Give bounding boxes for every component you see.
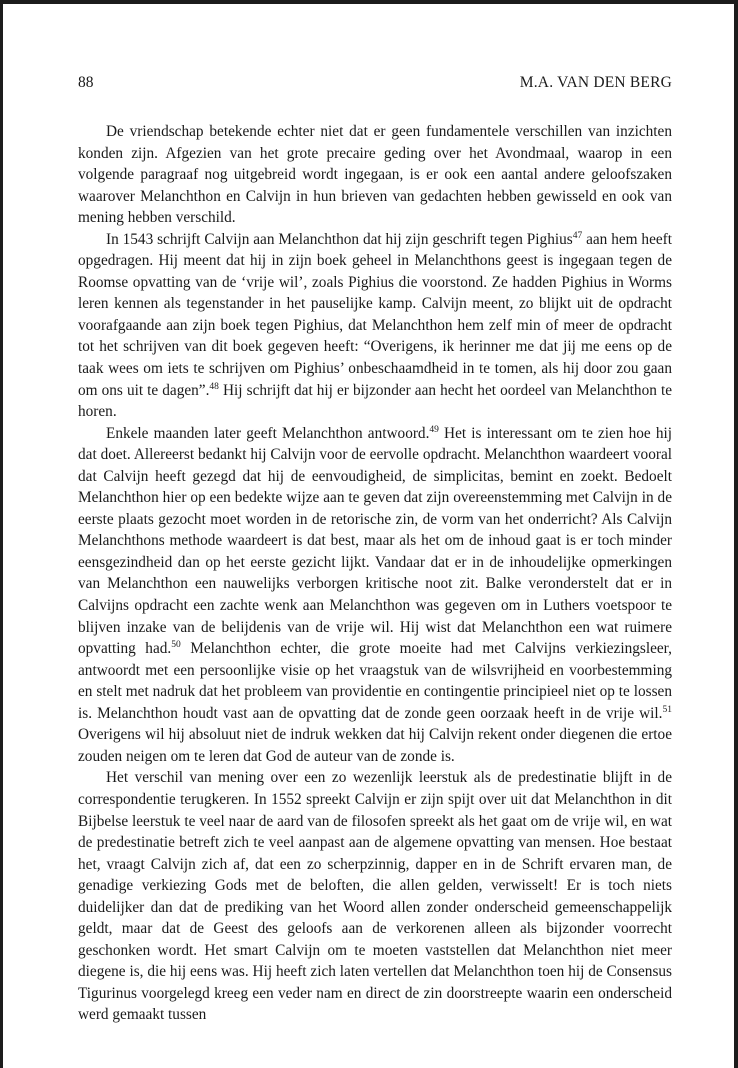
running-head: M.A. VAN DEN BERG [519,74,672,91]
page-number: 88 [78,74,94,91]
page-header [78,74,672,96]
footnote-ref: 49 [429,424,439,435]
paragraph-1 [78,121,672,229]
paragraph-text: Overigens wil hij absoluut niet de indruk wekken dat hij Calvijn rekent onder diegenen die ertoe zouden neigen om te leren dat God de auteur van de zonde is. [78,726,672,765]
footnote-ref: 50 [171,640,181,651]
footnote-ref: 51 [662,704,672,715]
footnote-ref: 47 [572,230,583,241]
paragraph-text: De vriendschap betekende echter niet dat er geen fundamentele verschillen van inzichten konden zijn. Afgezien van het grote precaire geding over het Avondmaal, waarop in een volgende paragraaf nog uitgebreid wordt ingegaan, is er ook een aantal andere geloofszaken waarover Melanchthon en Calvijn in hun brieven van gedachten hebben gewisseld en ook van mening hebben verschild. [78,123,672,227]
paragraph-text: Enkele maanden later geeft Melanchthon antwoord. [106,424,430,442]
footnote-ref: 48 [209,381,219,392]
paragraph-3 [78,423,672,768]
paragraph-text: aan hem heeft opgedragen. Hij meent dat hij in zijn boek geheel in Melanchthons geest is ingegaan tegen de Roomse opvatting van de ‘vrije wil’, zoals Pighius die voorstond. Ze hadden Pighius in Worms leren kennen als tegenstander in het pauselijke kamp. Calvijn meent, zo blijkt uit de opdracht voorafgaande aan zijn boek tegen Pighius, dat Melanchthon hem zelf min of meer de opdracht tot het schrijven van dit boek gegeven heeft: “Overigens, ik herinner me dat jij me eens op de taak wees om iets te schrijven om Pighius’ onbeschaamdheid in te tomen, als hij door zou gaan om ons uit te dagen”. [78,230,672,399]
body-text [78,121,672,1026]
paragraph-text: In 1543 schrijft Calvijn aan Melanchthon dat hij zijn geschrift tegen Pighius [106,230,573,248]
paragraph-text: Het verschil van mening over een zo wezenlijk leerstuk als de predestinatie blijft in de correspondentie terugkeren. In 1552 spreekt Calvijn er zijn spijt over uit dat Melanchthon in dit Bijbelse leerstuk te veel naar de aard van de filosofen spreekt als het gaat om de vrije wil, en wat de predestinatie betreft zich te veel aanpast aan de algemene opvatting van mensen. Hoe bestaat het, vraagt Calvijn zich af, dat een zo scherpzinnig, dapper en in de Schrift ervaren man, de genadige verkiezing Gods met de beloften, die allen gelden, verwisselt! Er is toch niets duidelijker dan dat de prediking van het Woord allen zonder onderscheid gemeenschappelijk geldt, maar dat de Geest des geloofs aan de verkorenen alleen als bijzonder voorrecht geschonken wordt. Het smart Calvijn om te moeten vaststellen dat Melanchthon niet meer diegene is, die hij eens was. Hij heeft zich laten vertellen dat Melanchthon toen hij de Consensus Tigurinus voorgelegd kreeg een veder nam en direct de zin doorstreepte waarin een onderscheid werd gemaakt tussen [78,769,672,1024]
book-page [3,4,734,1068]
paragraph-text: Melanchthon echter, die grote moeite had met Calvijns verkiezingsleer, antwoordt met een persoonlijke visie op het vraagstuk van de wilsvrijheid en voorbestemming en stelt met nadruk dat het probleem van providentie en contingentie principieel niet op te lossen is. Melanchthon houdt vast aan de opvatting dat de zonde geen oorzaak heeft in de vrije wil. [78,640,672,722]
paragraph-text: Het is interessant om te zien hoe hij dat doet. Allereerst bedankt hij Calvijn voor de eervolle opdracht. Melanchthon waardeert vooral dat Calvijn heeft gezegd dat hij de eenvoudigheid, de simplicitas, bemint en zoekt. Bedoelt Melanchthon hier op een bedekte wijze aan te geven dat zijn overeenstemming met Calvijn in de eerste plaats gezocht moet worden in de retorische zin, de vorm van het onderricht? Als Calvijn Melanchthons methode waardeert is dat best, maar als het om de inhoud gaat is er toch minder eensgezindheid dan op het eerste gezicht lijkt. Vandaar dat er in de inhoudelijke opmerkingen van Melanchthon een nauwelijks verborgen kritische noot zit. Balke veronderstelt dat er in Calvijns opdracht een zachte wenk aan Melanchthon was gegeven om in Luthers voetspoor te blijven inzake van de belijdenis van de vrije wil. Hij wist dat Melanchthon een wat ruimere opvatting had. [78,424,672,658]
paragraph-text: Hij schrijft dat hij er bijzonder aan hecht het oordeel van Melanchthon te horen. [78,381,672,421]
paragraph-4 [78,767,672,1026]
paragraph-2 [78,229,672,423]
